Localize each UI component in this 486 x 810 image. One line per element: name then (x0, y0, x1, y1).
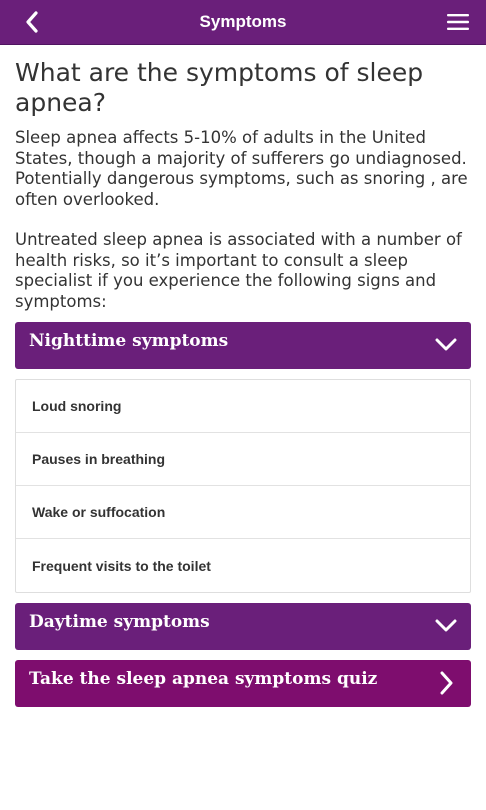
back-button[interactable] (18, 8, 46, 36)
main-heading: What are the symptoms of sleep apnea? (15, 58, 424, 117)
daytime-symptoms-label: Daytime symptoms (29, 612, 210, 632)
symptoms-quiz-button[interactable] (15, 660, 471, 707)
list-item: Frequent visits to the toilet (32, 557, 211, 574)
symptoms-quiz-label: Take the sleep apnea symptoms quiz (29, 669, 378, 689)
app-bar (0, 0, 486, 45)
chevron-right-icon (433, 670, 459, 696)
chevron-down-icon (433, 332, 459, 358)
hamburger-menu-icon (446, 13, 470, 31)
chevron-down-icon (433, 613, 459, 639)
list-item: Pauses in breathing (16, 433, 470, 486)
list-item: Loud snoring (16, 380, 470, 433)
nighttime-symptoms-toggle[interactable] (15, 322, 471, 369)
risk-paragraph: Untreated sleep apnea is associated with a number of health risks, so it’s important to consult a sleep specialist if you experience the following signs and symptoms: (15, 230, 462, 311)
chevron-left-icon (24, 11, 40, 33)
intro-paragraph: Sleep apnea affects 5-10% of adults in the United States, though a majority of sufferers go undiagnosed. Potentially dangerous symptoms, such as snoring , are often overlooked. (15, 128, 468, 209)
nighttime-symptoms-label: Nighttime symptoms (29, 331, 229, 351)
nighttime-symptoms-list (15, 379, 471, 593)
daytime-symptoms-toggle[interactable] (15, 603, 471, 650)
menu-button[interactable] (444, 8, 472, 36)
list-item: Wake or suffocation (16, 486, 470, 539)
main-content (15, 58, 471, 707)
page-title: Symptoms (199, 12, 287, 31)
